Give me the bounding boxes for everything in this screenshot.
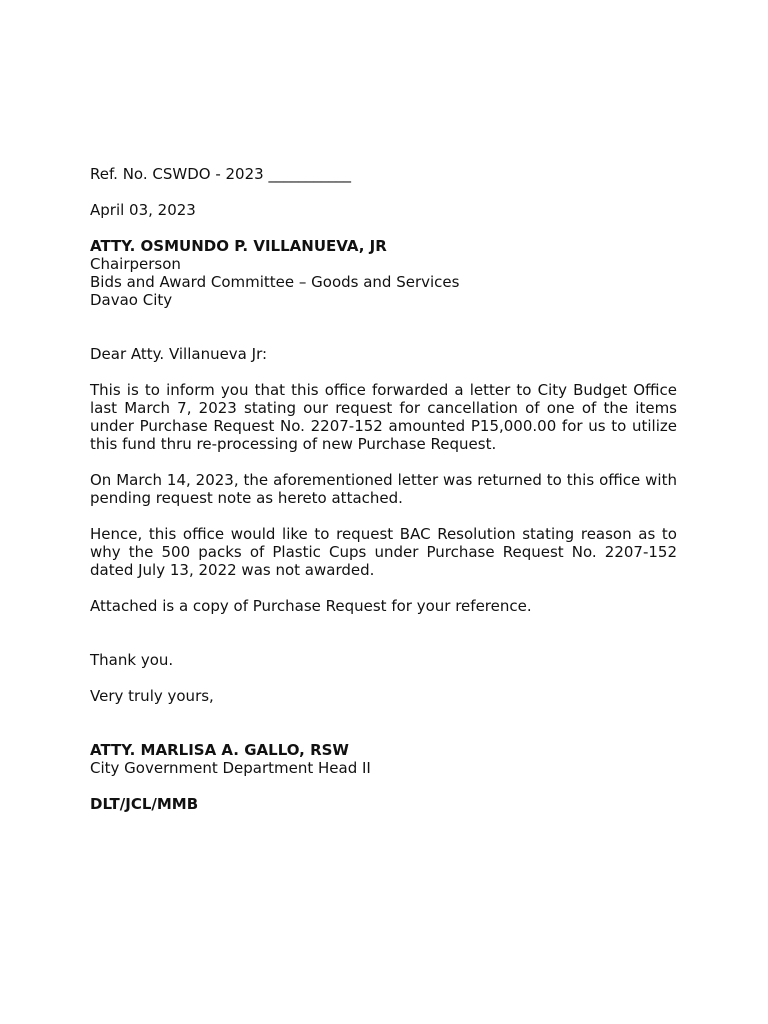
complimentary-close: Very truly yours,	[90, 687, 214, 705]
recipient-name: ATTY. OSMUNDO P. VILLANUEVA, JR	[90, 237, 387, 255]
body-paragraph: On March 14, 2023, the aforementioned letter was returned to this office with pending request note as hereto attached.	[90, 471, 677, 507]
letter-date: April 03, 2023	[90, 201, 196, 219]
signature-block	[90, 741, 677, 777]
body-paragraph: This is to inform you that this office forwarded a letter to City Budget Office last March 7, 2023 stating our request for cancellation of one of the items under Purchase Request No. 2207-152 amounted P15,000.00 for us to utilize this fund thru re-processing of new Purchase Request.	[90, 381, 677, 453]
recipient-office: Bids and Award Committee – Goods and Services	[90, 273, 460, 291]
body-paragraph: Hence, this office would like to request BAC Resolution stating reason as to why the 500 packs of Plastic Cups under Purchase Request No. 2207-152 dated July 13, 2022 was not awarded.	[90, 525, 677, 579]
body-paragraph: Attached is a copy of Purchase Request for your reference.	[90, 597, 532, 615]
recipient-city: Davao City	[90, 291, 173, 309]
salutation: Dear Atty. Villanueva Jr:	[90, 345, 268, 363]
recipient-block	[90, 237, 677, 309]
reference-number: Ref. No. CSWDO - 2023 ___________	[90, 165, 351, 183]
recipient-position: Chairperson	[90, 255, 181, 273]
letter-document	[90, 165, 677, 813]
signatory-title: City Government Department Head II	[90, 759, 371, 777]
reference-initials: DLT/JCL/MMB	[90, 795, 199, 813]
signatory-name: ATTY. MARLISA A. GALLO, RSW	[90, 741, 349, 759]
thanks-line: Thank you.	[90, 651, 174, 669]
